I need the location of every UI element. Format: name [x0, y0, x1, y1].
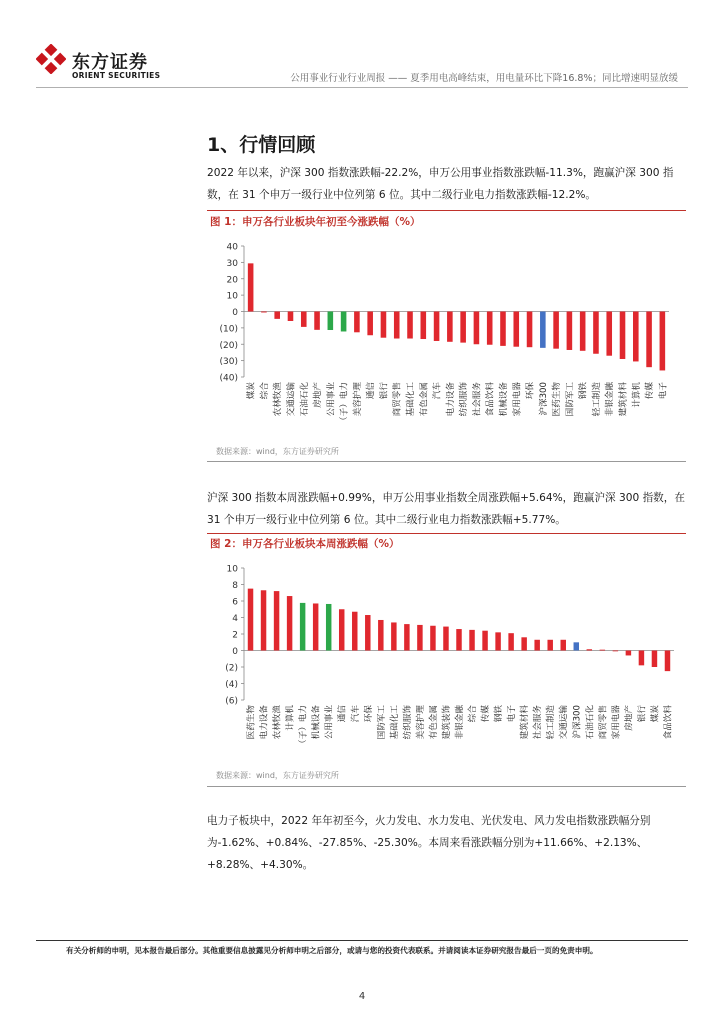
bar	[633, 312, 639, 362]
category-label: 国防军工	[565, 382, 576, 417]
category-label: 煤炭	[650, 705, 661, 723]
category-label: 医药生物	[246, 705, 257, 740]
category-label: 房地产	[624, 705, 635, 731]
y-tick-label: (40)	[219, 373, 238, 384]
category-label: 电力设备	[445, 382, 456, 417]
category-label: 有色金属	[428, 705, 439, 740]
y-tick-label: 0	[232, 647, 238, 657]
category-label: 电子	[507, 705, 518, 723]
category-label: 汽车	[432, 382, 443, 400]
logo-text-cn: 东方证券	[72, 52, 148, 73]
paragraph-power-subsectors: 电力子板块中，2022 年年初至今，火力发电、水力发电、光伏发电、风力发电指数涨跌幅分别为-1.62%、+0.84%、-27.85%、-25.30%。本周来看涨跌幅分别为+11.66%、+2.13%、+8.28%、+4.30%。	[207, 815, 651, 871]
bar	[443, 627, 448, 651]
category-label: 电力设备	[259, 705, 270, 740]
category-label: 食品饮料	[663, 705, 674, 740]
bar	[314, 312, 320, 330]
category-label: 轻工制造	[546, 705, 557, 740]
bar	[407, 312, 413, 339]
bar	[620, 312, 626, 359]
category-label: 有色金属	[419, 382, 430, 417]
logo-text-en: ORIENT SECURITIES	[72, 71, 161, 80]
category-label: 传媒	[481, 705, 492, 723]
y-tick-label: (30)	[219, 357, 238, 368]
category-label: 计算机	[285, 705, 296, 731]
paragraph-weekly: 沪深 300 指数本周涨跌幅+0.99%，申万公用事业指数全周涨跌幅+5.64%，跑赢沪深 300 指数，在 31 个申万一级行业中位列第 6 位。其中二级行业电力指数涨跌幅+5.77%。	[207, 492, 685, 526]
y-tick-label: 10	[226, 291, 238, 302]
category-label: 公用事业	[324, 705, 335, 740]
category-label: 电子	[658, 382, 669, 400]
y-tick-label: (2)	[225, 663, 238, 674]
category-label: 交通运输	[286, 382, 297, 417]
bar	[547, 640, 552, 651]
bar	[341, 312, 347, 332]
y-tick-label: 6	[232, 597, 238, 608]
bar	[540, 312, 546, 348]
bar	[527, 312, 533, 348]
logo-mark-icon	[36, 44, 66, 74]
category-label: 银行	[637, 705, 648, 723]
y-tick-label: (6)	[225, 696, 238, 707]
figure2-top-rule	[207, 533, 686, 534]
figure2-title: 图 2：申万各行业板块本周涨跌幅（%）	[210, 538, 400, 550]
bar	[639, 651, 644, 666]
y-tick-label: 30	[226, 258, 238, 269]
header-divider	[36, 87, 688, 88]
category-label: 综合	[468, 705, 479, 723]
category-label: 非银金融	[455, 705, 465, 740]
bar	[567, 312, 573, 350]
y-tick-label: 0	[232, 308, 238, 318]
bar	[434, 312, 440, 341]
category-label: 美容护理	[415, 705, 426, 740]
category-label: （子）电力	[339, 382, 350, 425]
y-tick-label: (20)	[219, 340, 238, 351]
category-label: 石油石化	[585, 705, 596, 740]
y-tick-label: 4	[232, 614, 238, 624]
bar	[287, 596, 292, 650]
bar	[301, 312, 307, 327]
y-tick-label: 20	[226, 275, 238, 286]
bar	[587, 649, 592, 650]
category-label: 石油石化	[299, 382, 310, 417]
category-label: 美容护理	[352, 382, 363, 417]
figure1-source: 数据来源：wind，东方证券研究所	[216, 447, 339, 456]
category-label: 轻工制造	[591, 382, 602, 417]
bar	[534, 640, 539, 651]
bar	[487, 312, 493, 345]
category-label: 环保	[525, 382, 536, 400]
category-label: 房地产	[313, 382, 324, 408]
figure1-top-rule	[207, 210, 686, 211]
bar	[288, 312, 294, 321]
category-label: 机械设备	[311, 705, 322, 740]
bar	[391, 622, 396, 650]
figure2-chart	[207, 555, 687, 765]
bar	[513, 312, 519, 347]
bar	[626, 651, 631, 656]
category-label: 钢铁	[494, 705, 505, 723]
bar	[580, 312, 586, 351]
bar	[352, 612, 357, 651]
bar	[508, 633, 513, 650]
category-label: 社会服务	[533, 705, 544, 740]
category-label: 纺织服饰	[402, 705, 413, 740]
bar	[474, 312, 480, 345]
company-logo	[36, 44, 166, 86]
y-tick-label: 40	[226, 242, 238, 253]
bar	[354, 312, 360, 333]
y-tick-label: 2	[232, 630, 238, 641]
bar	[593, 312, 599, 354]
bar	[421, 312, 427, 340]
category-label: 汽车	[350, 705, 361, 723]
category-label: 国防军工	[376, 705, 387, 740]
category-label: 钢铁	[578, 382, 589, 400]
category-label: 机械设备	[498, 382, 509, 417]
y-tick-label: 10	[226, 564, 238, 575]
bar	[261, 312, 267, 313]
bar	[417, 625, 422, 651]
category-label: 计算机	[631, 382, 642, 408]
category-label: 通信	[337, 705, 348, 723]
page-number: 4	[358, 991, 366, 1002]
bar	[521, 637, 526, 650]
bar	[248, 263, 254, 311]
bar	[365, 615, 370, 650]
bar	[456, 629, 461, 650]
bar	[274, 312, 280, 319]
figure2-source: 数据来源：wind，东方证券研究所	[216, 771, 339, 780]
bar	[613, 651, 618, 652]
figure1-chart	[207, 232, 687, 437]
bar	[300, 603, 305, 651]
bar	[561, 640, 566, 651]
category-label: 农林牧渔	[272, 705, 283, 740]
category-label: 社会服务	[472, 382, 483, 417]
category-label: （子）电力	[298, 705, 309, 748]
bar	[381, 312, 387, 338]
y-tick-label: (4)	[225, 680, 238, 690]
y-tick-label: (10)	[219, 324, 238, 335]
category-label: 综合	[259, 382, 270, 400]
bar	[495, 632, 500, 650]
bar	[500, 312, 506, 346]
bar	[261, 590, 266, 650]
category-label: 通信	[366, 382, 377, 400]
category-label: 沪深300	[572, 705, 583, 739]
category-label: 建筑材料	[520, 705, 531, 740]
bar	[482, 631, 487, 651]
bar	[367, 312, 373, 336]
category-label: 医药生物	[552, 382, 563, 417]
bar	[646, 312, 652, 368]
bar	[328, 312, 334, 331]
bar	[313, 603, 318, 650]
category-label: 建筑材料	[618, 382, 629, 417]
bar	[274, 591, 279, 650]
bar	[339, 609, 344, 650]
footer-disclaimer: 有关分析师的申明，见本报告最后部分。其他重要信息披露见分析师申明之后部分，或请与您的投资代表联系。并请阅读本证券研究报告最后一页的免责申明。	[66, 946, 598, 955]
category-label: 纺织服饰	[459, 382, 470, 417]
bar	[447, 312, 453, 342]
bar	[469, 630, 474, 651]
category-label: 商贸零售	[392, 382, 403, 417]
bar	[652, 651, 657, 668]
report-title: 公用事业行业行业周报 —— 夏季用电高峰结束，用电量环比下降16.8%；同比增速明显放缓	[290, 73, 678, 84]
category-label: 建筑装饰	[441, 705, 452, 740]
category-label: 传媒	[645, 382, 656, 400]
y-tick-label: 8	[232, 581, 238, 591]
category-label: 基础化工	[406, 382, 417, 417]
bar	[248, 589, 253, 651]
category-label: 家用电器	[512, 382, 523, 417]
category-label: 商贸零售	[598, 705, 609, 740]
bar	[404, 624, 409, 650]
category-label: 食品饮料	[485, 382, 496, 417]
bar	[665, 651, 670, 672]
category-label: 公用事业	[326, 382, 337, 417]
paragraph-ytd: 2022 年以来，沪深 300 指数涨跌幅-22.2%，申万公用事业指数涨跌幅-11.3%，跑赢沪深 300 指数，在 31 个申万一级行业中位列第 6 位。其中二级行业电力指数涨跌幅-12.2%。	[207, 167, 674, 201]
category-label: 煤炭	[246, 382, 257, 400]
bar	[378, 620, 383, 651]
category-label: 农林牧渔	[273, 382, 284, 417]
category-label: 基础化工	[389, 705, 400, 740]
category-label: 银行	[379, 382, 390, 400]
bar	[606, 312, 612, 356]
bar	[460, 312, 466, 343]
bar	[326, 604, 331, 651]
category-label: 环保	[363, 705, 374, 723]
figure2-bottom-rule	[207, 786, 686, 787]
figure1-bottom-rule	[207, 461, 686, 462]
category-label: 沪深300	[538, 382, 549, 416]
figure1-title: 图 1：申万各行业板块年初至今涨跌幅（%）	[210, 216, 421, 228]
bar	[574, 642, 579, 650]
bar	[394, 312, 400, 339]
category-label: 家用电器	[611, 705, 622, 740]
category-label: 交通运输	[559, 705, 570, 740]
bar	[660, 312, 666, 371]
section-heading: 1、行情回顾	[207, 134, 316, 156]
footer-divider	[36, 940, 688, 941]
bar	[553, 312, 559, 349]
bar	[600, 650, 605, 651]
category-label: 非银金融	[605, 382, 616, 417]
bar	[430, 626, 435, 651]
